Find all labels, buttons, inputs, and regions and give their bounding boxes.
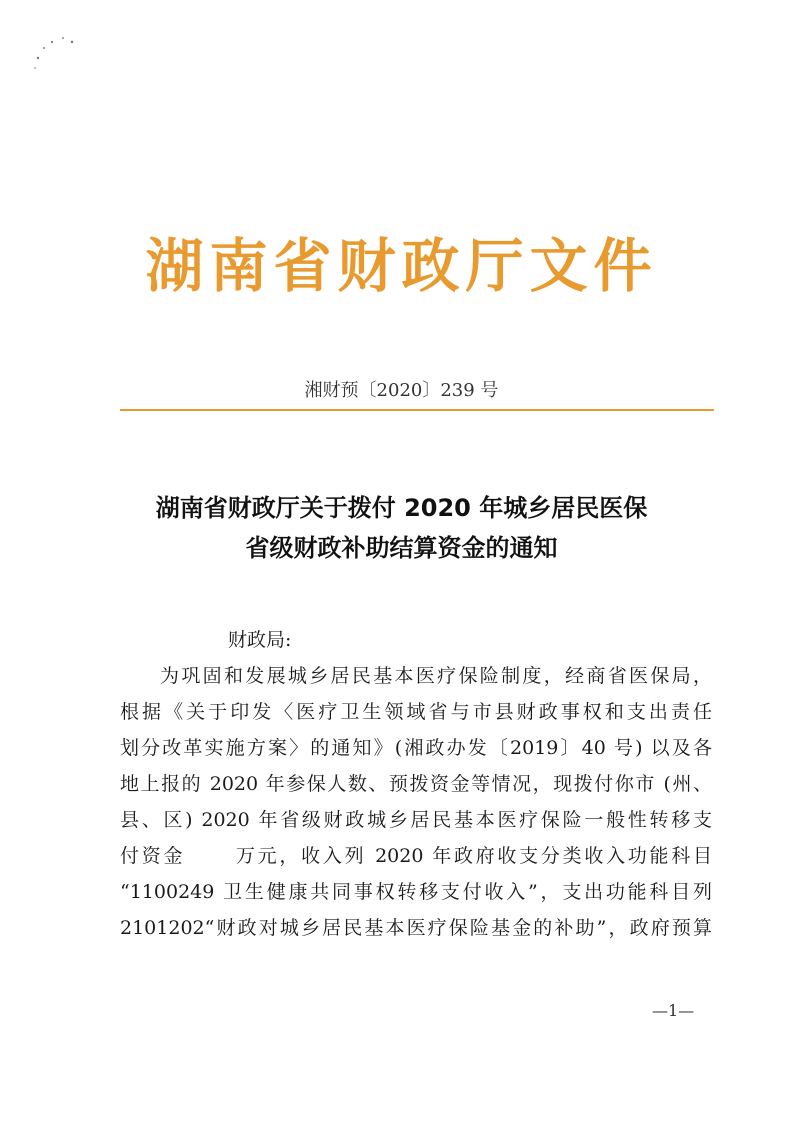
salutation: 财政局:	[228, 629, 292, 651]
body-line-8: 2101202“财政对城乡居民基本医疗保险基金的补助”，政府预算	[120, 917, 712, 939]
body-line-2: 根据《关于印发〈医疗卫生领域省与市县财政事权和支出责任	[120, 701, 712, 723]
document-number: 湘财预〔2020〕239 号	[304, 380, 499, 401]
body-line-6-end: 万元，收入列 2020 年政府收支分类收入功能科目	[233, 845, 712, 867]
body-line-3: 划分改革实施方案〉的通知》(湘政办发〔2019〕40 号) 以及各	[120, 737, 712, 759]
notice-title	[60, 488, 743, 568]
body-line-6	[120, 838, 712, 874]
notice-title-line-1: 湖南省财政厅关于拨付 2020 年城乡居民医保	[155, 494, 648, 522]
body-line-1: 为巩固和发展城乡居民基本医疗保险制度，经商省医保局，	[160, 665, 712, 687]
header-divider-line	[120, 409, 714, 411]
page-number: —1—	[652, 1001, 695, 1020]
body-line-4: 地上报的 2020 年参保人数、预拨资金等情况，现拨付你市 (州、	[120, 773, 712, 795]
scan-specks	[30, 28, 90, 78]
notice-title-line-2: 省级财政补助结算资金的通知	[245, 534, 558, 562]
notice-body	[120, 622, 712, 946]
body-line-6-start: 付资金	[120, 845, 186, 867]
body-line-5: 县、区) 2020 年省级财政城乡居民基本医疗保险一般性转移支	[120, 809, 712, 831]
masthead-title: 湖南省财政厅文件	[145, 232, 658, 300]
body-line-7: “1100249 卫生健康共同事权转移支付收入”，支出功能科目列	[120, 881, 712, 903]
